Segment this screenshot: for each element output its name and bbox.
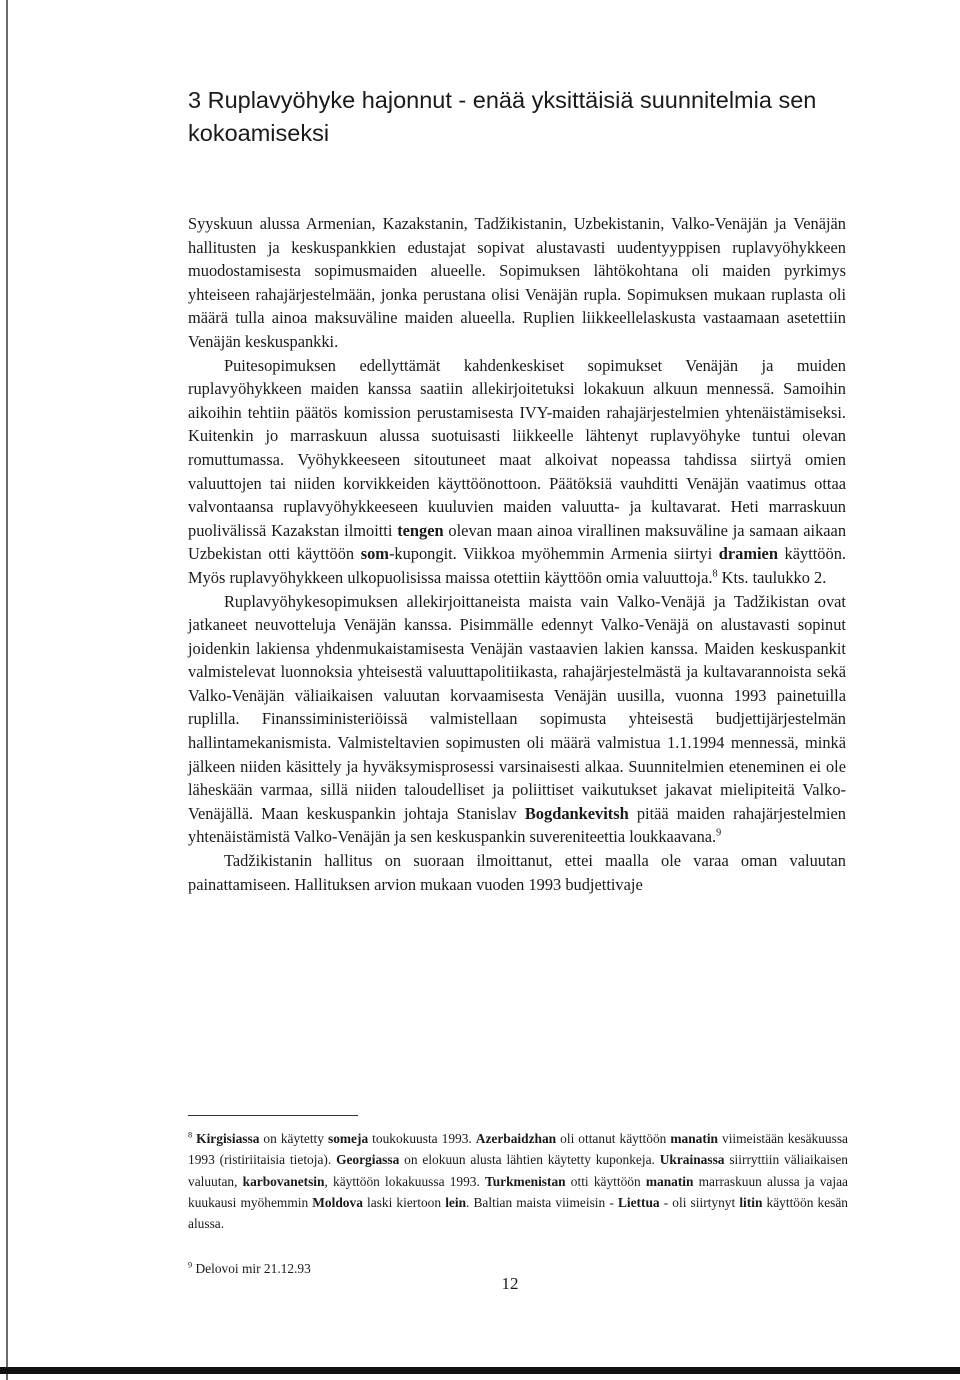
- bold-term: som: [360, 544, 389, 564]
- text-run: viimeistään kesäkuussa 1993 (ristiriitaisia tietoja).: [188, 1131, 848, 1168]
- bold-term: dramien: [718, 544, 778, 564]
- text-run: - oli siirtynyt: [659, 1194, 740, 1210]
- text-run: Tadžikistanin hallitus on suoraan ilmoittanut, ettei maalla ole varaa oman valuutan painattamiseen. Hallituksen arvion mukaan vuoden 1993 budjettivaje: [188, 851, 846, 894]
- footnotes: [188, 1115, 848, 1280]
- footnote-ref: 9: [716, 827, 722, 839]
- footnote-ref: 8: [712, 568, 718, 580]
- bold-term: karbovanetsin: [242, 1173, 325, 1189]
- scan-left-edge-line: [6, 0, 8, 1380]
- bold-term: Ukrainassa: [659, 1152, 725, 1168]
- footnote-ref: 8: [188, 1130, 193, 1140]
- text-run: marraskuun alussa ja vajaa kuukausi myöhemmin: [188, 1173, 848, 1210]
- bold-term: Bogdankevitsh: [524, 803, 629, 823]
- bold-term: Moldova: [312, 1194, 363, 1210]
- footnote: [188, 1128, 848, 1234]
- bold-term: Kirgisiassa: [196, 1131, 260, 1146]
- paragraph: [188, 212, 846, 354]
- text-run: olevan maan ainoa virallinen maksuväline ja samaan aikaan Uzbekistan otti käyttöön: [188, 520, 847, 564]
- bold-term: manatin: [670, 1131, 718, 1146]
- page-number: 12: [501, 1274, 519, 1293]
- bold-term: Liettua: [617, 1194, 660, 1210]
- bold-term: someja: [327, 1131, 369, 1146]
- text-run: , käyttöön lokakuussa 1993.: [324, 1173, 485, 1189]
- paragraph: [188, 590, 846, 850]
- text-run: oli ottanut käyttöön: [556, 1131, 671, 1146]
- bold-term: tengen: [397, 520, 444, 540]
- bold-term: manatin: [645, 1173, 694, 1189]
- scan-bottom-edge-bar: [0, 1367, 960, 1374]
- paragraph: [188, 354, 846, 590]
- text-run: otti käyttöön: [565, 1173, 646, 1189]
- bold-term: Turkmenistan: [485, 1173, 566, 1189]
- bold-term: Azerbaidzhan: [475, 1131, 557, 1146]
- footnote-separator: [188, 1115, 358, 1116]
- text-run: laski kiertoon: [362, 1194, 446, 1210]
- document-page: [188, 84, 846, 896]
- text-run: -kupongit. Viikkoa myöhemmin Armenia siirtyi: [388, 544, 719, 564]
- text-run: . Baltian maista viimeisin -: [466, 1194, 618, 1210]
- paragraph: [188, 849, 846, 896]
- text-run: Ruplavyöhykesopimuksen allekirjoittaneista maista vain Valko-Venäjä ja Tadžikistan ovat jatkaneet neuvotteluja Venäjän kanssa. Pisimmälle edennyt Valko-Venäjä on alustavasti sopinut joidenkin lakiensa yhdenmukaistamisesta Venäjän vastaavien lakien kanssa. Maiden keskuspankit valmistelevat luonnoksia yhteisestä valuuttapolitiikasta, rahajärjestelmästä ja kultavarannoista sekä Valko-Venäjän väliaikaisen valuutan korvaamisesta Venäjän uusilla, vuonna 1993 painetuilla ruplilla. Finanssiministeriöissä valmistellaan sopimusta yhteisestä budjettijärjestelmän hallintamekanismista. Valmisteltavien sopimusten oli määrä valmistua 1.1.1994 mennessä, minkä jälkeen niiden käsittely ja hyväksymisprosessi varsinaisesti alkaa. Suunnitelmien eteneminen ei ole läheskään varmaa, sillä niiden taloudelliset ja poliittiset vaikutukset jakavat mielipiteitä Valko-Venäjällä. Maan keskuspankin johtaja Stanislav: [188, 591, 846, 823]
- footnote-list: [188, 1128, 848, 1280]
- body-text: [188, 212, 846, 896]
- text-run: pitää maiden rahajärjestelmien yhtenäistämistä Valko-Venäjän ja sen keskuspankin suvereniteettia loukkaavana.: [188, 803, 846, 847]
- bold-term: lein: [445, 1194, 467, 1210]
- text-run: on elokuun alusta lähtien käytetty kuponkeja.: [399, 1152, 660, 1168]
- text-run: siirryttiin väliaikaisen valuutan,: [188, 1152, 848, 1189]
- bold-term: Georgiassa: [336, 1152, 400, 1168]
- text-run: käyttöön kesän alussa.: [188, 1194, 849, 1232]
- text-run: käyttöön. Myös ruplavyöhykkeen ulkopuolisissa maissa otettiin käyttöön omia valuuttoja.: [188, 544, 846, 587]
- text-run: Syyskuun alussa Armenian, Kazakstanin, Tadžikistanin, Uzbekistanin, Valko-Venäjän ja Venäjän hallitusten ja keskuspankkien edustajat sopivat alustavasti uudentyyppisen ruplavyöhykkeen muodostamisesta sopimusmaiden alueelle. Sopimuksen lähtökohtana oli maiden pyrkimys yhteiseen rahajärjestelmään, jonka perustana olisi Venäjän rupla. Sopimuksen mukaan ruplasta oli määrä tulla ainoa maksuväline maiden alueella. Ruplien liikkeellelaskusta vastaamaan asetettiin Venäjän keskuspankki.: [188, 214, 846, 351]
- section-heading: 3 Ruplavyöhyke hajonnut - enää yksittäisiä suunnitelmia sen kokoamiseksi: [188, 87, 817, 146]
- bold-term: litin: [739, 1194, 763, 1210]
- text-run: Delovoi mir 21.12.93: [192, 1261, 311, 1277]
- text-run: Puitesopimuksen edellyttämät kahdenkeskiset sopimukset Venäjän ja muiden ruplavyöhykkeen maiden kanssa saatiin allekirjoitetuksi lokakuun alkuun mennessä. Samoihin aikoihin tehtiin päätös komission perustamisesta IVY-maiden rahajärjestelmien yhtenäistämiseksi. Kuitenkin jo marraskuun alussa suotuisasti liikkeelle lähtenyt ruplavyöhyke tuntui olevan romuttumassa. Vyöhykkeeseen sitoutuneet maat alkoivat nopeassa tahdissa siirtyä omien valuuttojen tai niiden korvikkeiden käyttöönottoon. Päätöksiä vauhditti Venäjän vaatimus ottaa valvontaansa ruplavyöhykkeeseen kuuluvien maiden valuutta- ja kultavarat. Heti marraskuun puolivälissä Kazakstan ilmoitti: [188, 355, 846, 540]
- text-run: on käytetty: [259, 1131, 328, 1146]
- footnote-ref: 9: [188, 1261, 193, 1271]
- text-run: toukokuusta 1993.: [368, 1131, 476, 1146]
- text-run: Kts. taulukko 2.: [717, 567, 827, 587]
